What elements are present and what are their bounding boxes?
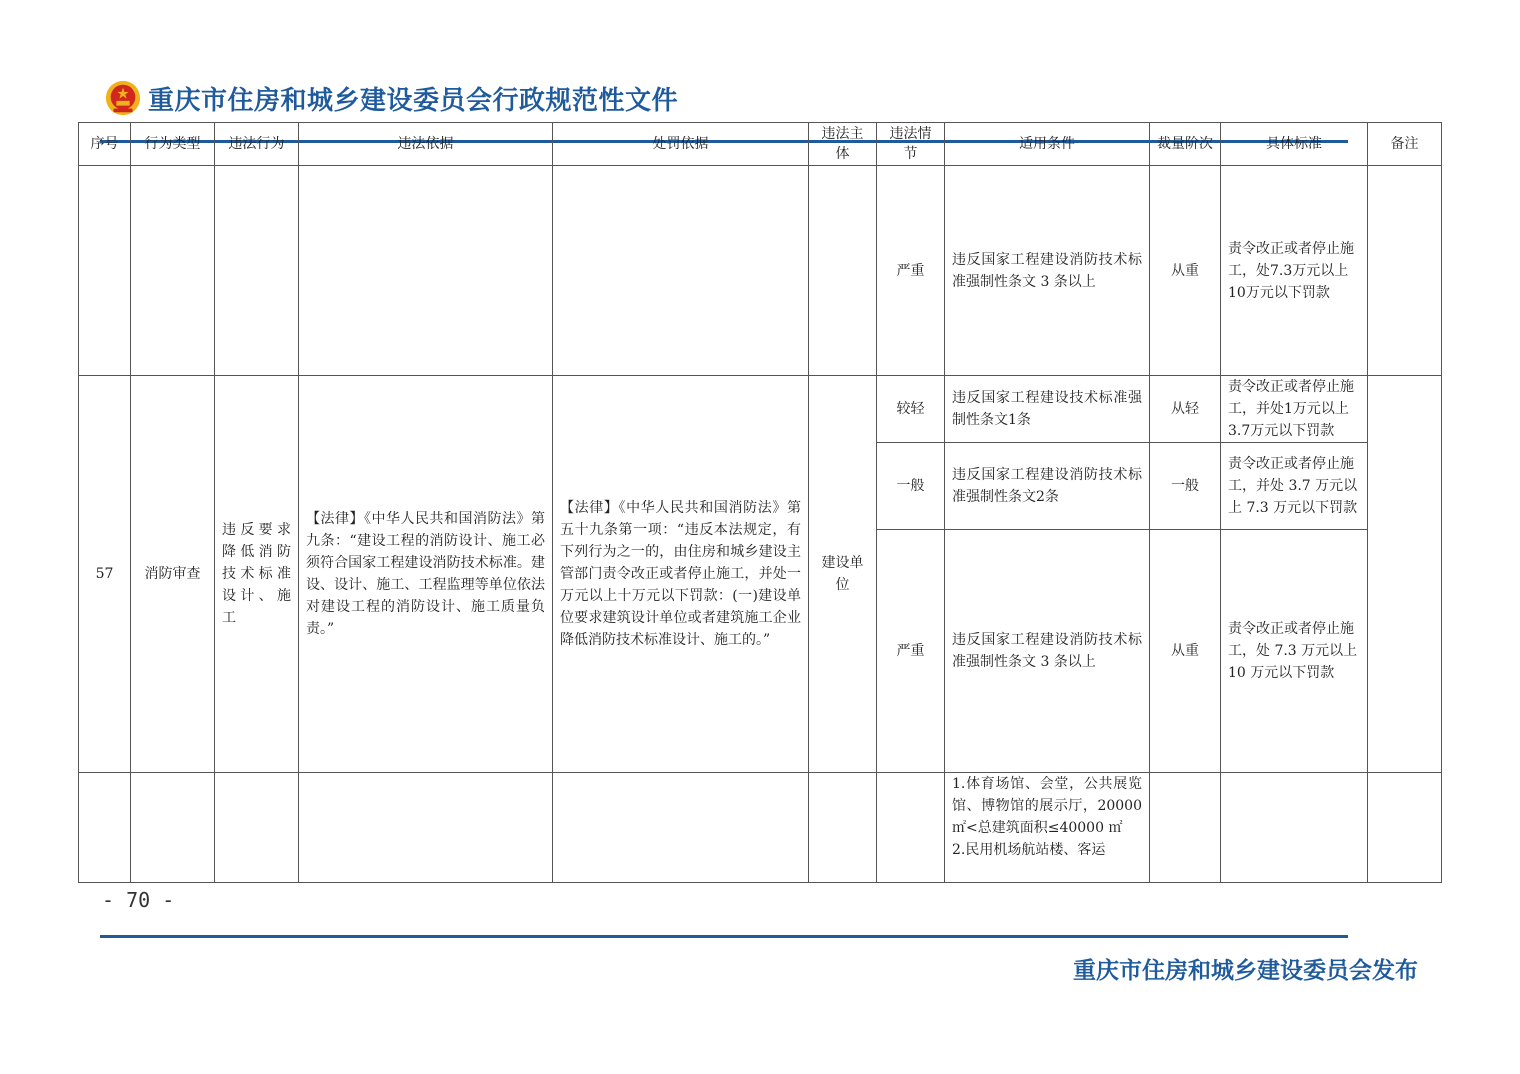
document-title: 重庆市住房和城乡建设委员会行政规范性文件 bbox=[148, 85, 679, 116]
grade-cell: 从重 bbox=[1150, 530, 1221, 773]
condition-cell: 违反国家工程建设消防技术标准强制性条文2条 bbox=[945, 443, 1150, 530]
header-cell: 裁量阶次 bbox=[1150, 123, 1221, 166]
condition-cell: 违反国家工程建设消防技术标准强制性条文 3 条以上 bbox=[945, 166, 1150, 376]
grade-cell: 从轻 bbox=[1150, 376, 1221, 443]
header-cell: 违法主体 bbox=[809, 123, 877, 166]
header-cell: 违法依据 bbox=[299, 123, 553, 166]
standard-cell: 责令改正或者停止施工，并处1万元以上3.7万元以下罚款 bbox=[1221, 376, 1368, 443]
header-cell: 适用条件 bbox=[945, 123, 1150, 166]
header-cell: 备注 bbox=[1368, 123, 1442, 166]
page-header bbox=[104, 78, 678, 118]
table-row bbox=[79, 376, 1442, 443]
subject-cell: 建设单位 bbox=[809, 376, 877, 773]
header-cell: 具体标准 bbox=[1221, 123, 1368, 166]
condition-cell: 违反国家工程建设消防技术标准强制性条文 3 条以上 bbox=[945, 530, 1150, 773]
standard-cell: 责令改正或者停止施工，处 7.3 万元以上 10 万元以下罚款 bbox=[1221, 530, 1368, 773]
condition-cell: 违反国家工程建设技术标准强制性条文1条 bbox=[945, 376, 1150, 443]
header-cell: 序号 bbox=[79, 123, 131, 166]
table-row bbox=[79, 166, 1442, 376]
header-cell: 违法行为 bbox=[215, 123, 299, 166]
severity-cell: 严重 bbox=[877, 166, 945, 376]
grade-cell: 从重 bbox=[1150, 166, 1221, 376]
standard-cell: 责令改正或者停止施工，处7.3万元以上10万元以下罚款 bbox=[1221, 166, 1368, 376]
grade-cell: 一般 bbox=[1150, 443, 1221, 530]
legal-basis-cell: 【法律】《中华人民共和国消防法》第九条：“建设工程的消防设计、施工必须符合国家工程建设消防技术标准。建设、设计、施工、工程监理等单位依法对建设工程的消防设计、施工质量负责。” bbox=[299, 376, 553, 773]
standard-cell: 责令改正或者停止施工，并处 3.7 万元以上 7.3 万元以下罚款 bbox=[1221, 443, 1368, 530]
severity-cell: 一般 bbox=[877, 443, 945, 530]
row-number: 57 bbox=[79, 376, 131, 773]
footer-rule bbox=[100, 935, 1348, 938]
table-header-row bbox=[79, 123, 1442, 166]
severity-cell: 严重 bbox=[877, 530, 945, 773]
violation-act-cell: 违反要求降低消防技术标准设计、施工 bbox=[215, 376, 299, 773]
penalty-table bbox=[78, 122, 1442, 883]
severity-cell: 较轻 bbox=[877, 376, 945, 443]
penalty-basis-cell: 【法律】《中华人民共和国消防法》第五十九条第一项：“违反本法规定，有下列行为之一的，由住房和城乡建设主管部门责令改正或者停止施工，并处一万元以上十万元以下罚款：(一)建设单位要求建筑设计单位或者建筑施工企业降低消防技术标准设计、施工的。” bbox=[553, 376, 809, 773]
header-cell: 违法情节 bbox=[877, 123, 945, 166]
table-row bbox=[79, 773, 1442, 883]
national-emblem-icon bbox=[104, 79, 142, 117]
behavior-type-cell: 消防审查 bbox=[131, 376, 215, 773]
page-number: - 70 - bbox=[102, 888, 175, 912]
header-cell: 处罚依据 bbox=[553, 123, 809, 166]
publisher-label: 重庆市住房和城乡建设委员会发布 bbox=[1073, 958, 1418, 984]
condition-cell: 1.体育场馆、会堂，公共展览馆、博物馆的展示厅，20000 ㎡<总建筑面积≤40000 ㎡ 2.民用机场航站楼、客运 bbox=[945, 773, 1150, 883]
header-cell: 行为类型 bbox=[131, 123, 215, 166]
